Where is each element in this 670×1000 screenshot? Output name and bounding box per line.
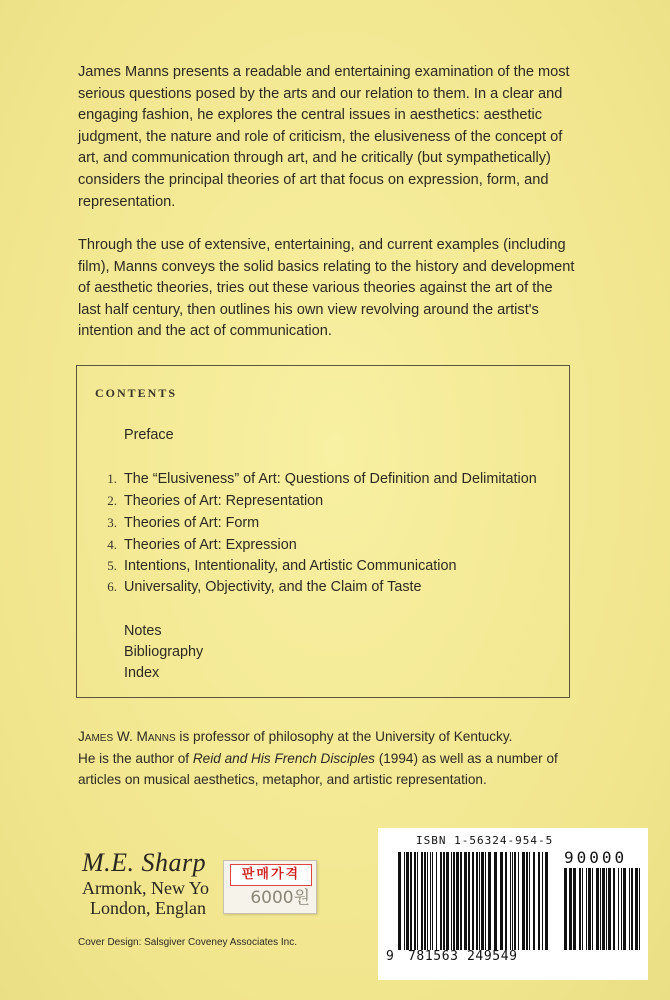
publisher-location-2: London, Englan bbox=[90, 898, 206, 918]
barcode-bar bbox=[573, 868, 576, 950]
barcode-bar bbox=[410, 852, 412, 950]
isbn-label: ISBN 1-56324-954-5 bbox=[416, 834, 554, 847]
barcode-bar bbox=[468, 852, 470, 950]
barcode-bar bbox=[596, 868, 599, 950]
barcode-bar bbox=[456, 852, 459, 950]
ean-digits: 781563 249549 bbox=[408, 949, 518, 964]
toc-chapter-number: 1. bbox=[107, 471, 117, 486]
barcode-bar bbox=[451, 852, 452, 950]
barcode-bar bbox=[564, 868, 567, 950]
barcode-bar bbox=[510, 852, 511, 950]
toc-chapter-number: 3. bbox=[107, 515, 117, 530]
barcode-bar bbox=[446, 852, 449, 950]
author-bio bbox=[78, 726, 598, 791]
contents-box bbox=[76, 365, 570, 698]
barcode-bar bbox=[606, 868, 607, 950]
publisher-name: M.E. Sharp bbox=[82, 848, 207, 877]
barcode-bar bbox=[529, 852, 530, 950]
barcode-bar bbox=[600, 868, 601, 950]
barcode-bar bbox=[453, 852, 455, 950]
toc-chapter-title: Theories of Art: Form bbox=[124, 515, 260, 531]
barcode-bar bbox=[618, 868, 619, 950]
barcode-bar bbox=[479, 852, 480, 950]
barcode-bar bbox=[631, 868, 633, 950]
barcode-bar bbox=[476, 852, 478, 950]
author-book-title: Reid and His French Disciples bbox=[192, 750, 375, 766]
barcode-bar bbox=[427, 852, 428, 950]
barcode-bar bbox=[522, 852, 525, 950]
author-bio-line2-start: He is the author of bbox=[78, 750, 193, 766]
toc-chapter-title: Universality, Objectivity, and the Claim of Taste bbox=[124, 579, 422, 595]
price-code-label: 90000 bbox=[564, 848, 628, 867]
barcode-bar bbox=[472, 852, 474, 950]
toc-chapter-title: The “Elusiveness” of Art: Questions of Definition and Delimitation bbox=[124, 471, 537, 487]
barcode-bar bbox=[629, 868, 630, 950]
price-sticker-label: 판매가격 bbox=[230, 864, 312, 886]
toc-chapter-number: 6. bbox=[107, 579, 117, 594]
toc-chapter-title: Theories of Art: Expression bbox=[124, 537, 297, 553]
barcode-bar bbox=[424, 852, 426, 950]
barcode-bar bbox=[464, 852, 467, 950]
barcode-bar bbox=[533, 852, 535, 950]
contents-title: CONTENTS bbox=[95, 386, 178, 400]
toc-chapter-number: 4. bbox=[107, 537, 117, 552]
barcode-box bbox=[378, 828, 648, 980]
barcode-bar bbox=[417, 852, 418, 950]
barcode-bar bbox=[505, 852, 507, 950]
barcode-bar bbox=[432, 852, 433, 950]
barcode-bar bbox=[481, 852, 484, 950]
barcode-bar bbox=[414, 852, 416, 950]
barcode-bar bbox=[440, 852, 442, 950]
barcode-bar bbox=[436, 852, 437, 950]
price-sticker-value: 6000원 bbox=[250, 888, 310, 908]
barcode-bar bbox=[398, 852, 401, 950]
barcode-bar bbox=[621, 868, 622, 950]
barcode-bar bbox=[485, 852, 486, 950]
barcode-bar bbox=[494, 852, 497, 950]
barcode-bar bbox=[404, 852, 405, 950]
cover-design-credit: Cover Design: Salsgiver Coveney Associates Inc. bbox=[78, 937, 297, 948]
toc-back-index: Index bbox=[124, 665, 160, 681]
barcode-bar bbox=[588, 868, 591, 950]
publisher-block bbox=[82, 848, 209, 918]
barcode-bar bbox=[608, 868, 611, 950]
publisher-location-1: Armonk, New Yo bbox=[82, 878, 210, 898]
barcode-bar bbox=[421, 852, 423, 950]
toc-chapter-number: 2. bbox=[107, 493, 117, 508]
barcode-bar bbox=[569, 868, 572, 950]
toc-chapter-number: 5. bbox=[107, 558, 117, 573]
ean-first-digit: 9 bbox=[386, 949, 394, 964]
barcode-bar bbox=[443, 852, 445, 950]
price-sticker bbox=[223, 860, 317, 914]
barcode-bar bbox=[542, 852, 543, 950]
barcode-bar bbox=[500, 852, 503, 950]
barcode-bar bbox=[545, 852, 548, 950]
barcode-bar bbox=[512, 852, 513, 950]
barcode-bar bbox=[623, 868, 626, 950]
barcode-bar bbox=[538, 852, 540, 950]
barcode-bar bbox=[430, 852, 431, 950]
barcode-bar bbox=[518, 852, 519, 950]
barcode-bar bbox=[592, 868, 593, 950]
barcode-bar bbox=[406, 852, 409, 950]
toc-chapter-title: Intentions, Intentionality, and Artistic Communication bbox=[124, 558, 457, 574]
barcode-bar bbox=[586, 868, 587, 950]
author-bio-line1: is professor of philosophy at the University of Kentucky. bbox=[175, 729, 513, 744]
barcode-bar bbox=[579, 868, 581, 950]
barcode-bar bbox=[488, 852, 491, 950]
author-name: James W. Manns bbox=[78, 729, 176, 744]
barcode-bar bbox=[526, 852, 528, 950]
toc-chapter-title: Theories of Art: Representation bbox=[124, 493, 324, 509]
barcode-bar bbox=[582, 868, 583, 950]
barcode-bar bbox=[514, 852, 516, 950]
barcode-bar bbox=[635, 868, 638, 950]
barcode-bar bbox=[613, 868, 615, 950]
barcode-bar bbox=[460, 852, 462, 950]
description-paragraph-1: James Manns presents a readable and entertaining examination of the most serious questions posed by the arts and our relation to them. In a clear and engaging fashion, he explores the central issues in aesthetics: aesthetic judgment, the nature and role of criticism, the elusiveness of the concept of art, and communication through art, and he critically (but sympathetically) considers the principal theories of art that focus on expression, form, and representation. bbox=[78, 64, 570, 210]
description-paragraph-2: Through the use of extensive, entertaining, and current examples (including film), Manns conveys the solid basics relating to the history and development of aesthetic theories, tries out these various theories against the art of the last half century, then outlines his own view revolving around the artist's intention and the act of communication. bbox=[78, 237, 575, 340]
toc-back-notes: Notes bbox=[124, 623, 162, 639]
toc-back-bibliography: Bibliography bbox=[124, 644, 204, 660]
barcode-bar bbox=[602, 868, 605, 950]
toc-front-preface: Preface bbox=[124, 427, 174, 443]
author-bio-line2-rest: (1994) as well as a number of articles on musical aesthetics, metaphor, and artistic representation. bbox=[78, 750, 558, 787]
barcode-bar bbox=[639, 868, 640, 950]
